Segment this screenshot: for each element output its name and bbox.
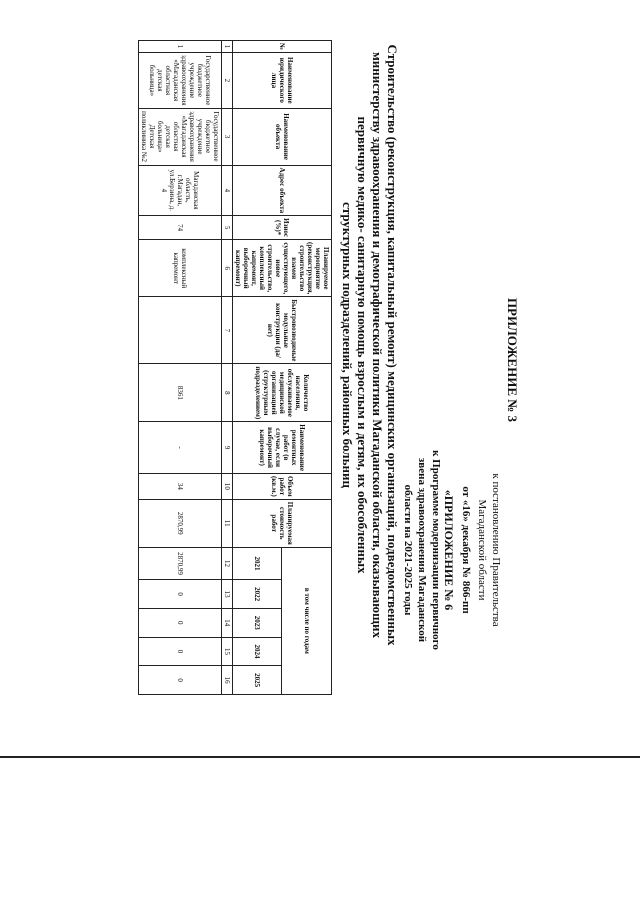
header-cell: Количество населения, обслуживаемое медицинской организацией (структурным подразделением) [233, 364, 332, 422]
header-cell: Наименование юридического лица [233, 53, 332, 109]
cell-cost: 2870,99 [139, 499, 222, 547]
divider-line [0, 756, 640, 758]
column-number: 11 [222, 499, 233, 547]
cell-repair-name: - [139, 422, 222, 474]
appendix-number: ПРИЛОЖЕНИЕ № 3 [505, 297, 520, 423]
header-cell: Быстровозводимые модульные конструкции (да/нет) [233, 297, 332, 364]
cell-2024: 0 [139, 637, 222, 666]
header-cell-group: в том числе по годам [282, 547, 332, 694]
appendix-title: «ПРИЛОЖЕНИЕ № 6 [442, 489, 456, 611]
header-cell: Наименование объекта [233, 108, 332, 165]
cell-modular [139, 297, 222, 364]
document-page [40, 0, 560, 720]
cell-2021: 2870,99 [139, 547, 222, 579]
appendix-line: к постановлению Правительства [490, 473, 502, 627]
appendix-line: к Программе модернизации первичного [430, 450, 442, 650]
header-cell: Наименование ремонтных работ (в случае, если выборочный капремонт) [233, 422, 332, 474]
table-header-row [282, 41, 332, 695]
column-number: 10 [222, 473, 233, 499]
column-number: 4 [222, 165, 233, 216]
header-cell-year: 2025 [233, 666, 283, 695]
column-number-row [222, 41, 233, 695]
column-number: 12 [222, 547, 233, 579]
appendix-line: от «16» декабря № 866-пп [460, 486, 472, 614]
column-number: 16 [222, 666, 233, 695]
cell-2025: 0 [139, 666, 222, 695]
column-number: 13 [222, 580, 233, 609]
cell-num: 1 [139, 41, 222, 53]
header-cell: № [233, 41, 332, 53]
title-line: Строительство (реконструкция, капитальный ремонт) медицинских организаций, подведомственных [385, 44, 400, 646]
appendix-line: Магаданской области [476, 499, 488, 601]
cell-legal-entity: Государственное бюджетное учреждение здравоохранения «Магаданская областная детская больница» [139, 53, 222, 109]
header-cell: Адрес объекта [233, 165, 332, 216]
cell-object-name: Государственное бюджетное учреждение здравоохранения «Магаданская областная детская больница» Детская поликлиника №2 [139, 108, 222, 165]
header-cell: Планируемое мероприятие (реконструкция, строительство взамен существующего, новое строительство, комплексный капремонт, выборочный капремонт) [233, 240, 332, 297]
column-number: 5 [222, 216, 233, 240]
header-cell-year: 2021 [233, 547, 283, 579]
appendix-line: области на 2021-2025 годы [402, 484, 414, 616]
column-number: 1 [222, 41, 233, 53]
appendix-line: звена здравоохранения Магаданской [416, 457, 428, 643]
header-cell-year: 2024 [233, 637, 283, 666]
cell-address: Магаданская область, г.Магадан, ул.Берзина, д. 4 [139, 165, 222, 216]
column-number: 3 [222, 108, 233, 165]
cell-volume: 34 [139, 473, 222, 499]
header-cell: Объем работ (кв.м.) [233, 473, 332, 499]
table-row [139, 41, 222, 695]
cell-wear: 74 [139, 216, 222, 240]
header-cell: Износ (%)* [233, 216, 332, 240]
cell-activity: комплексный капремонт [139, 240, 222, 297]
data-table [138, 40, 332, 695]
column-number: 8 [222, 364, 233, 422]
title-line: первичную медико- санитарную помощь взрослым и детям, их обособленных [355, 116, 370, 574]
title-line: министерству здравоохранения и демографической политики Магаданской области, оказывающих [370, 51, 385, 639]
column-number: 7 [222, 297, 233, 364]
title-line: структурных подразделений, районных больниц [340, 202, 355, 488]
column-number: 14 [222, 608, 233, 637]
header-cell: Планируемая стоимость работ [233, 499, 332, 547]
column-number: 2 [222, 53, 233, 109]
column-number: 9 [222, 422, 233, 474]
cell-2023: 0 [139, 608, 222, 637]
header-cell-year: 2023 [233, 608, 283, 637]
cell-2022: 0 [139, 580, 222, 609]
column-number: 6 [222, 240, 233, 297]
header-cell-year: 2022 [233, 580, 283, 609]
column-number: 15 [222, 637, 233, 666]
cell-population: 8361 [139, 364, 222, 422]
document-title [340, 30, 400, 660]
